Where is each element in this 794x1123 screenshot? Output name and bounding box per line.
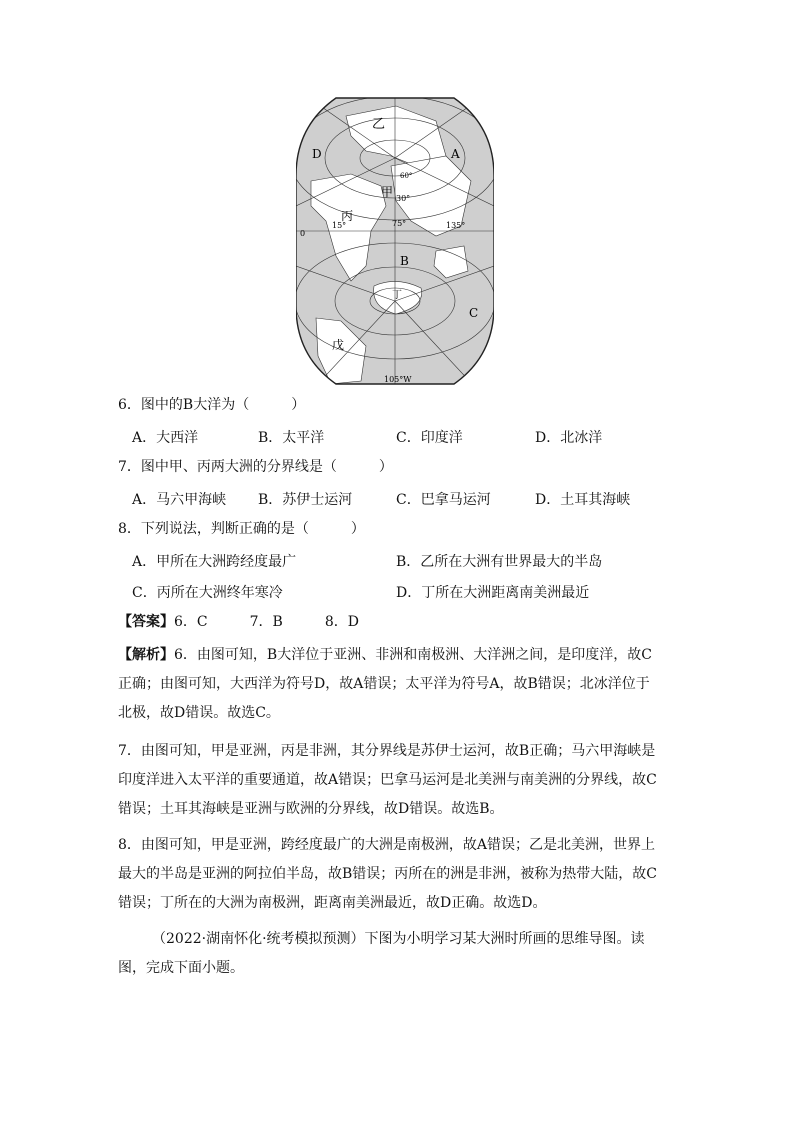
answer-line: [118, 613, 359, 631]
label-lat30: 30°: [396, 194, 411, 203]
label-jia: 甲: [381, 185, 394, 199]
q8-option-b[interactable]: B．乙所在大洲有世界最大的半岛: [396, 554, 603, 570]
label-yi: 乙: [372, 117, 386, 132]
q8-option-c[interactable]: C．丙所在大洲终年寒冷: [132, 585, 283, 601]
q7-option-a[interactable]: A．马六甲海峡: [132, 492, 227, 508]
analysis-p6-block: [118, 641, 658, 728]
q8-option-a[interactable]: A．甲所在大洲跨经度最广: [132, 554, 297, 570]
answer-text: 6．C 7．B 8．D: [174, 614, 359, 630]
label-B: B: [400, 254, 409, 268]
analysis-p8: 8．由图可知，甲是亚洲，跨经度最广的大洲是南极洲，故A错误；乙是北美洲，世界上最大的半岛是亚洲的阿拉伯半岛，故B错误；丙所在的洲是非洲，被称为热带大陆，故C错误；丁所在的大洲为南极洲，距离南美洲最近，故D正确。故选D。: [118, 837, 657, 911]
q6-option-d[interactable]: D．北冰洋: [535, 430, 603, 446]
analysis-p6: 6．由图可知，B大洋位于亚洲、非洲和南极洲、大洋洲之间，是印度洋，故C正确；由图可知，大西洋为符号D，故A错误；太平洋为符号A，故B错误；北冰洋位于北极，故D错误。故选C。: [118, 647, 652, 721]
q6-option-a[interactable]: A．大西洋: [132, 430, 199, 446]
world-map-figure: [296, 96, 494, 386]
q7-option-d[interactable]: D．土耳其海峡: [535, 492, 631, 508]
label-ding: 丁: [392, 290, 402, 301]
label-lon105w: 105°W: [384, 375, 412, 384]
label-lon15: 15°: [332, 221, 347, 230]
label-lon75: 75°: [392, 219, 407, 228]
label-lat60: 60°: [400, 172, 413, 180]
analysis-tag: 【解析】: [118, 647, 174, 663]
label-A: A: [451, 147, 460, 161]
analysis-p7: 7．由图可知，甲是亚洲，丙是非洲，其分界线是苏伊士运河，故B正确；马六甲海峡是印度洋进入太平洋的重要通道，故A错误；巴拿马运河是北美洲与南美洲的分界线，故C错误；土耳其海峡是亚洲与欧洲的分界线，故D错误。故选B。: [118, 743, 657, 817]
label-lon135: 135°: [446, 221, 466, 230]
label-wu: 戊: [332, 338, 345, 352]
q7-stem: 7．图中甲、丙两大洲的分界线是（ ）: [118, 459, 393, 475]
label-bing: 丙: [341, 209, 354, 223]
q6-stem: 6．图中的B大洋为（ ）: [118, 397, 306, 413]
q7-option-c[interactable]: C．巴拿马运河: [396, 492, 491, 508]
label-C: C: [469, 306, 479, 320]
q7-option-b[interactable]: B．苏伊士运河: [258, 492, 353, 508]
answer-tag: 【答案】: [118, 614, 174, 630]
next-question-intro: （2022·湖南怀化·统考模拟预测）下图为小明学习某大洲时所画的思维导图。读图，完成下面小题。: [118, 931, 645, 976]
q6-option-c[interactable]: C．印度洋: [396, 430, 463, 446]
q8-stem: 8．下列说法，判断正确的是（ ）: [118, 521, 365, 537]
q8-option-d[interactable]: D．丁所在大洲距离南美洲最近: [396, 585, 590, 601]
label-D: D: [312, 147, 322, 161]
label-zero: 0: [300, 229, 306, 238]
q6-option-b[interactable]: B．太平洋: [258, 430, 325, 446]
